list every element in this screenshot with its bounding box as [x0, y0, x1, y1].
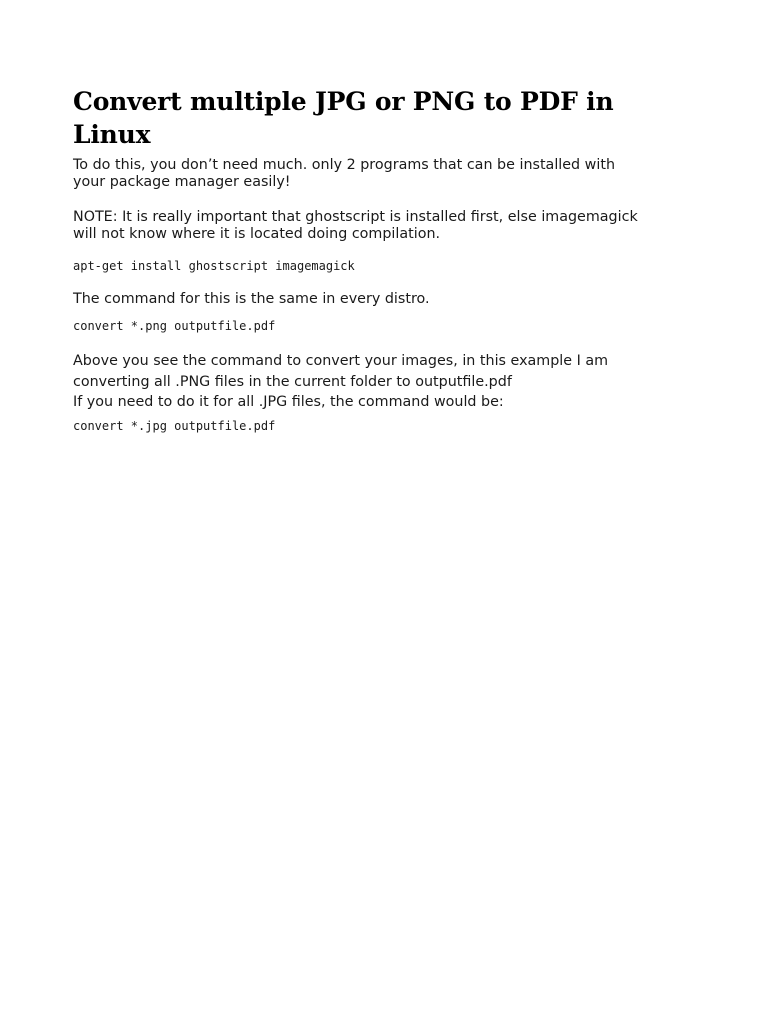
note-line-1: NOTE: It is really important that ghostscript is installed first, else imagemagick: [73, 209, 638, 225]
note-line-2: will not know where it is located doing compilation.: [73, 226, 441, 242]
explanation-line-3: If you need to do it for all .JPG files, the command would be:: [73, 394, 504, 410]
png-command-code: convert *.png outputfile.pdf: [73, 319, 276, 333]
jpg-command-code: convert *.jpg outputfile.pdf: [73, 419, 276, 433]
explanation-paragraph: [73, 351, 608, 413]
install-command-code: apt-get install ghostscript imagemagick: [73, 259, 355, 273]
explanation-line-2: converting all .PNG files in the current folder to outputfile.pdf: [73, 373, 512, 390]
command-note-paragraph: The command for this is the same in every distro.: [73, 291, 430, 307]
page-title: Convert multiple JPG or PNG to PDF in Linux: [73, 87, 614, 149]
intro-line-1: To do this, you don’t need much. only 2 programs that can be installed with: [73, 157, 616, 173]
intro-paragraph: [73, 157, 615, 191]
intro-line-2: your package manager easily!: [73, 174, 291, 190]
note-paragraph: [73, 209, 638, 243]
explanation-line-1: Above you see the command to convert your images, in this example I am: [73, 353, 609, 369]
